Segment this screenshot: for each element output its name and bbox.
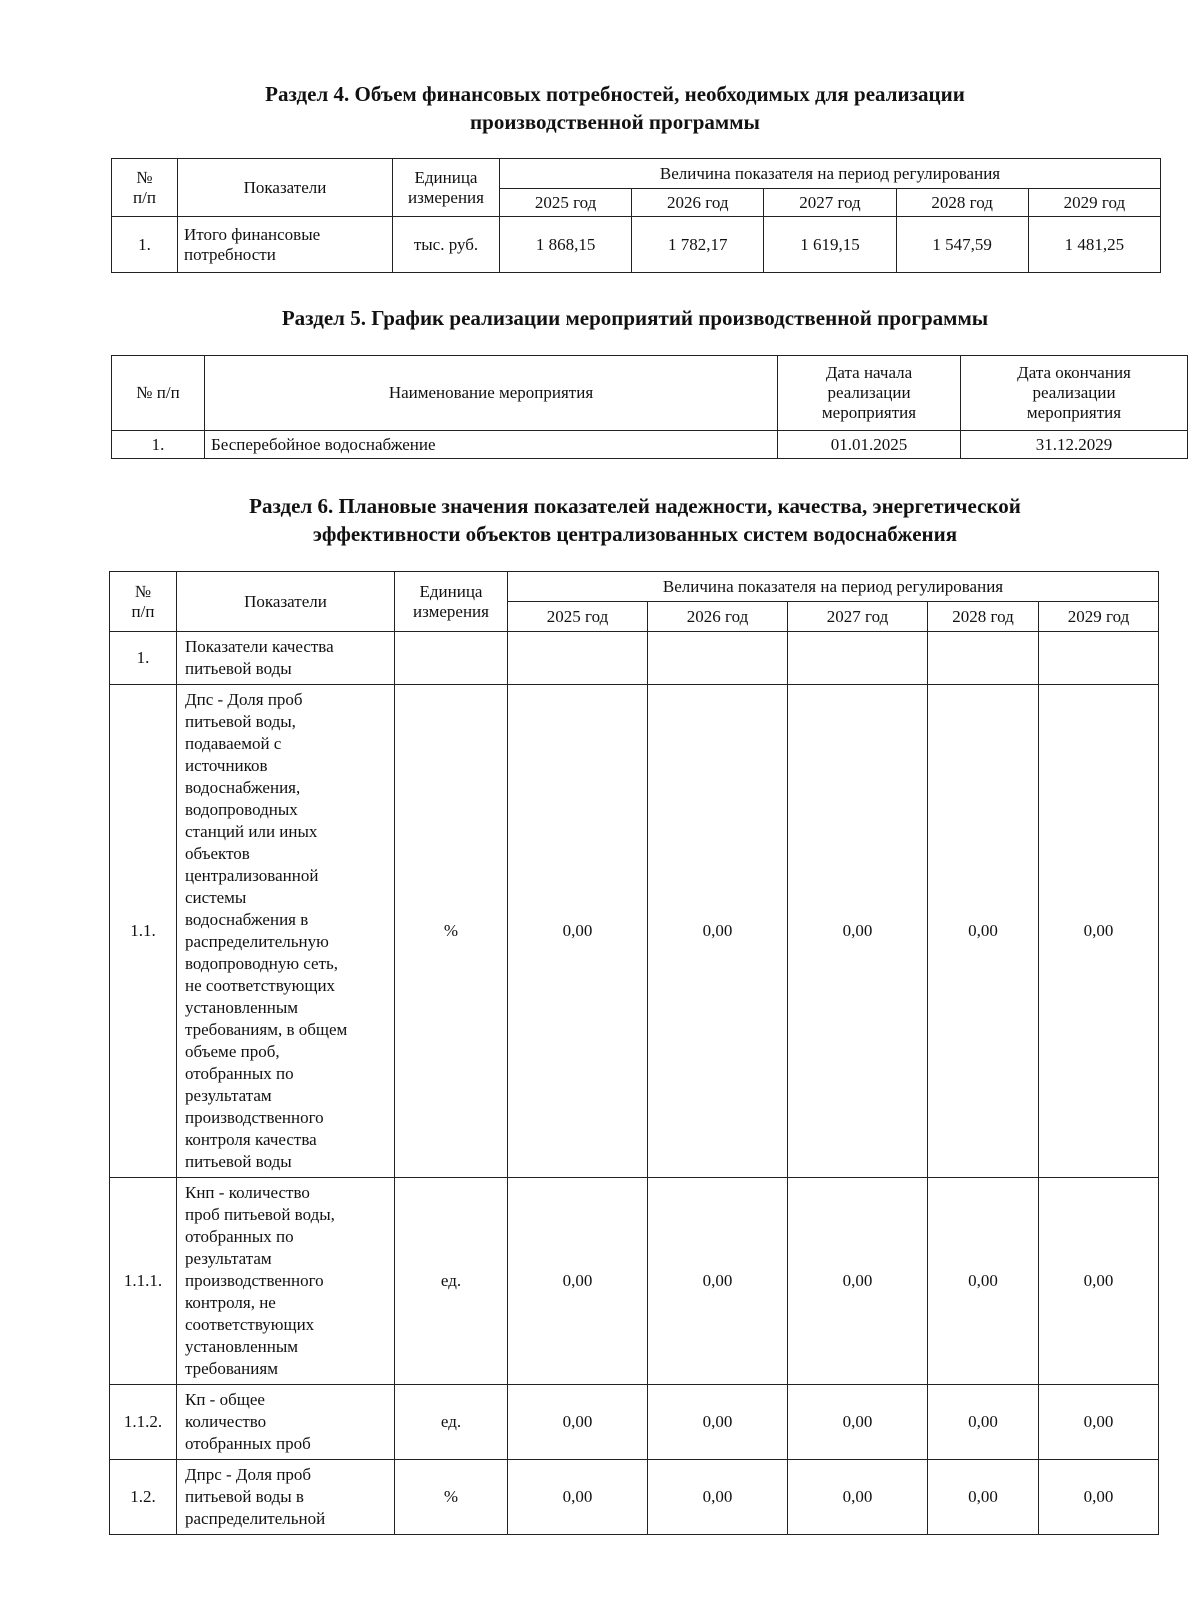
row-name-line: контроля качества <box>185 1130 317 1149</box>
section6-title-line1: Раздел 6. Плановые значения показателей надежности, качества, энергетической <box>249 494 1021 518</box>
row-name-line: питьевой воды в <box>185 1487 304 1506</box>
row-name <box>177 1460 395 1535</box>
row-name-line: водоснабжения, <box>185 778 301 797</box>
header-year: 2028 год <box>928 602 1039 632</box>
row-name-line: объеме проб, <box>185 1042 280 1061</box>
table-row <box>110 1385 1159 1460</box>
row-value: 0,00 <box>1039 1178 1159 1385</box>
row-value: 1 868,15 <box>500 217 632 273</box>
row-value: 1 547,59 <box>896 217 1028 273</box>
row-unit: тыс. руб. <box>393 217 500 273</box>
row-end: 31.12.2029 <box>961 431 1188 459</box>
row-name-line: отобранных по <box>185 1064 294 1083</box>
section6-title-line2: эффективности объектов централизованных систем водоснабжения <box>312 522 958 546</box>
row-value: 0,00 <box>1039 1385 1159 1460</box>
header-unit: Единица измерения <box>393 159 500 217</box>
row-num: 1. <box>112 217 178 273</box>
indicator-rows <box>110 632 1159 1535</box>
row-name: Итого финансовые потребности <box>178 217 393 273</box>
row-value <box>928 632 1039 685</box>
row-value: 0,00 <box>508 1178 648 1385</box>
row-value: 0,00 <box>508 685 648 1178</box>
row-name <box>177 632 395 685</box>
row-start: 01.01.2025 <box>778 431 961 459</box>
row-unit: % <box>395 1460 508 1535</box>
row-value: 0,00 <box>648 1178 788 1385</box>
row-name-line: питьевой воды <box>185 659 292 678</box>
schedule-table <box>111 355 1188 459</box>
header-year: 2025 год <box>500 189 632 217</box>
row-value: 0,00 <box>928 1385 1039 1460</box>
row-name <box>177 1178 395 1385</box>
row-num: 1. <box>112 431 205 459</box>
row-name-line: результатам <box>185 1249 272 1268</box>
section4-title <box>110 80 1120 136</box>
row-name-line: производственного <box>185 1108 324 1127</box>
row-value: 1 782,17 <box>632 217 764 273</box>
header-end-date: Дата окончания реализации мероприятия <box>961 356 1188 431</box>
table-row <box>112 217 1161 273</box>
row-name-line: отобранных по <box>185 1227 294 1246</box>
header-start-date: Дата начала реализации мероприятия <box>778 356 961 431</box>
row-name-line: водопроводных <box>185 800 298 819</box>
header-year: 2026 год <box>632 189 764 217</box>
row-value: 0,00 <box>1039 1460 1159 1535</box>
row-value <box>788 632 928 685</box>
row-name-line: питьевой воды <box>185 1152 292 1171</box>
section4-title-line1: Раздел 4. Объем финансовых потребностей, необходимых для реализации <box>265 82 965 106</box>
row-name <box>177 1385 395 1460</box>
row-name-line: Кнп - количество <box>185 1183 310 1202</box>
row-name-line: централизованной <box>185 866 319 885</box>
row-value: 1 619,15 <box>764 217 896 273</box>
header-period: Величина показателя на период регулирования <box>508 572 1159 602</box>
row-value: 0,00 <box>928 1178 1039 1385</box>
section4-title-line2: производственной программы <box>470 110 760 134</box>
row-name-line: установленным <box>185 1337 299 1356</box>
table-row <box>110 632 1159 685</box>
row-name <box>177 685 395 1178</box>
row-name-line: Показатели качества <box>185 637 334 656</box>
table-row <box>112 431 1188 459</box>
row-unit: % <box>395 685 508 1178</box>
row-name-line: станций или иных <box>185 822 318 841</box>
row-value: 0,00 <box>648 1385 788 1460</box>
row-value <box>1039 632 1159 685</box>
row-name-line: соответствующих <box>185 1315 315 1334</box>
row-value: 0,00 <box>648 1460 788 1535</box>
row-name-line: установленным <box>185 998 299 1017</box>
table-row <box>110 1178 1159 1385</box>
row-name-line: объектов <box>185 844 250 863</box>
reliability-indicators-table <box>109 571 1159 1535</box>
row-name-line: источников <box>185 756 268 775</box>
row-value: 0,00 <box>788 1385 928 1460</box>
row-name-line: количество <box>185 1412 267 1431</box>
row-name-line: проб питьевой воды, <box>185 1205 335 1224</box>
header-year: 2028 год <box>896 189 1028 217</box>
row-value: 0,00 <box>648 685 788 1178</box>
row-num: 1.1. <box>110 685 177 1178</box>
row-name-line: водопроводную сеть, <box>185 954 339 973</box>
row-name-line: подаваемой с <box>185 734 282 753</box>
table-row <box>110 685 1159 1178</box>
row-name-line: результатам <box>185 1086 272 1105</box>
row-name-line: распределительную <box>185 932 329 951</box>
header-indicator: Показатели <box>177 572 395 632</box>
row-name-line: распределительной <box>185 1509 326 1528</box>
financial-needs-table <box>111 158 1161 273</box>
row-name-line: контроля, не <box>185 1293 276 1312</box>
header-num: № п/п <box>112 356 205 431</box>
row-value: 0,00 <box>928 1460 1039 1535</box>
row-name: Бесперебойное водоснабжение <box>205 431 778 459</box>
row-name-line: водоснабжения в <box>185 910 309 929</box>
header-indicator: Показатели <box>178 159 393 217</box>
row-value: 0,00 <box>1039 685 1159 1178</box>
row-name-line: Дпрс - Доля проб <box>185 1465 312 1484</box>
row-name-line: Кп - общее <box>185 1390 265 1409</box>
row-name-line: питьевой воды, <box>185 712 296 731</box>
row-name-line: производственного <box>185 1271 324 1290</box>
header-year: 2025 год <box>508 602 648 632</box>
header-event-name: Наименование мероприятия <box>205 356 778 431</box>
row-name-line: требованиям <box>185 1359 278 1378</box>
row-name-line: требованиям, в общем <box>185 1020 348 1039</box>
header-num: № п/п <box>110 572 177 632</box>
row-num: 1.2. <box>110 1460 177 1535</box>
row-name-line: отобранных проб <box>185 1434 311 1453</box>
row-name-line: системы <box>185 888 247 907</box>
section5-title: Раздел 5. График реализации мероприятий производственной программы <box>281 306 989 330</box>
header-unit: Единица измерения <box>395 572 508 632</box>
row-value: 0,00 <box>788 1460 928 1535</box>
row-num: 1. <box>110 632 177 685</box>
row-num: 1.1.2. <box>110 1385 177 1460</box>
row-unit <box>395 632 508 685</box>
header-year: 2029 год <box>1028 189 1160 217</box>
row-value: 0,00 <box>788 1178 928 1385</box>
row-value <box>648 632 788 685</box>
header-num: № п/п <box>112 159 178 217</box>
row-value: 0,00 <box>928 685 1039 1178</box>
header-year: 2027 год <box>764 189 896 217</box>
row-unit: ед. <box>395 1178 508 1385</box>
header-year: 2029 год <box>1039 602 1159 632</box>
row-value: 0,00 <box>508 1460 648 1535</box>
table-row <box>110 1460 1159 1535</box>
header-year: 2027 год <box>788 602 928 632</box>
row-value: 0,00 <box>788 685 928 1178</box>
header-period: Величина показателя на период регулирования <box>500 159 1161 189</box>
row-name-line: Дпс - Доля проб <box>185 690 303 709</box>
row-value <box>508 632 648 685</box>
row-name-line: не соответствующих <box>185 976 336 995</box>
section6-title <box>110 492 1160 548</box>
row-value: 1 481,25 <box>1028 217 1160 273</box>
row-value: 0,00 <box>508 1385 648 1460</box>
row-num: 1.1.1. <box>110 1178 177 1385</box>
header-year: 2026 год <box>648 602 788 632</box>
row-unit: ед. <box>395 1385 508 1460</box>
